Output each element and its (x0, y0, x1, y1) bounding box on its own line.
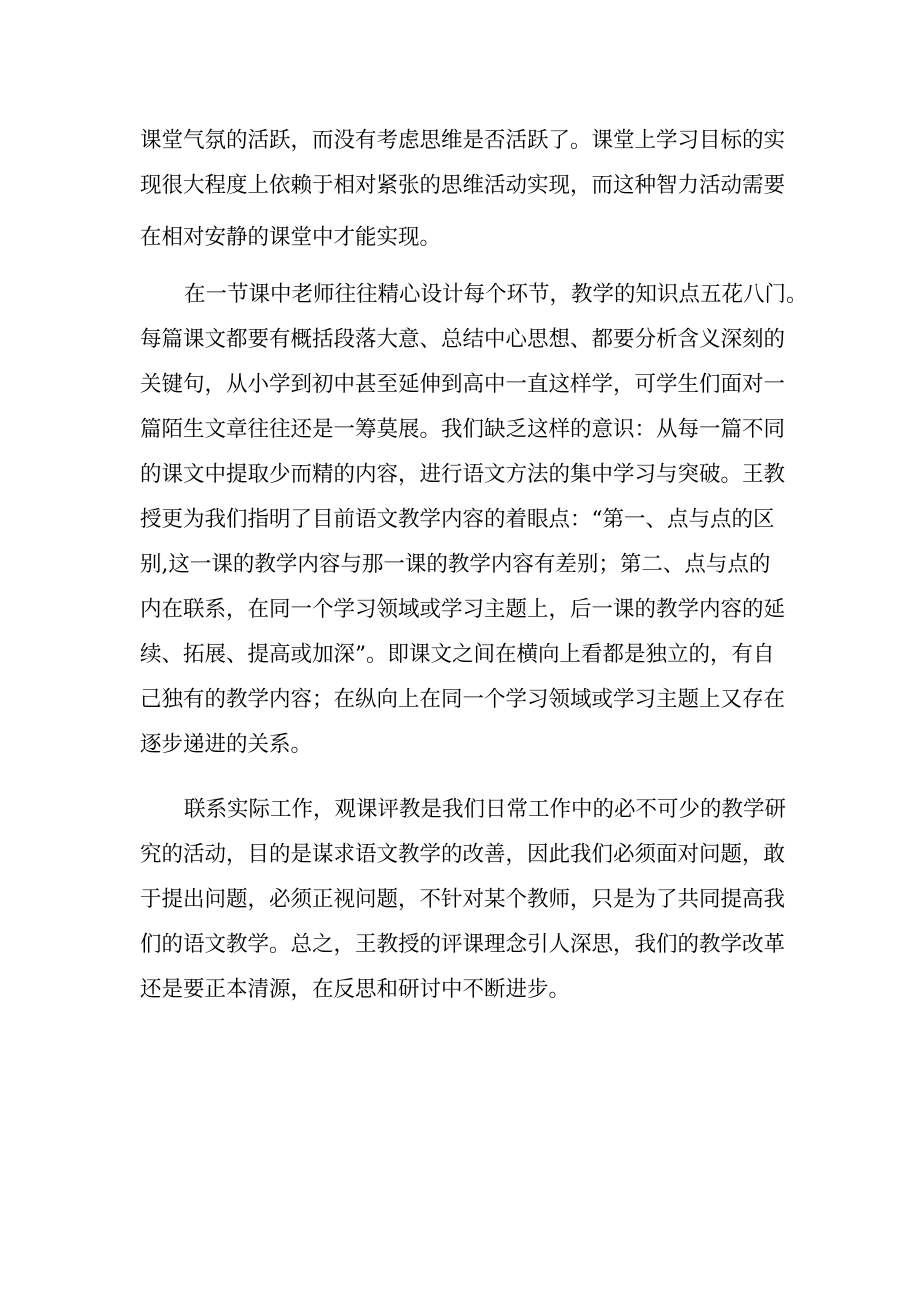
paragraph-line: 在一节课中老师往往精心设计每个环节，教学的知识点五花八门。 (184, 282, 808, 307)
paragraph-line: 己独有的教学内容；在纵向上在同一个学习领域或学习主题上又存在 (140, 687, 786, 712)
paragraph-line: 现很大程度上依赖于相对紧张的思维活动实现，而这种智力活动需要 (140, 173, 786, 198)
paragraph-line: 的课文中提取少而精的内容，进行语文方法的集中学习与突破。王教 (140, 462, 786, 487)
paragraph-line: 关键句，从小学到初中甚至延伸到高中一直这样学，可学生们面对一 (140, 372, 786, 397)
paragraph-line: 联系实际工作，观课评教是我们日常工作中的必不可少的教学研 (184, 797, 787, 822)
paragraph-2 (140, 272, 808, 767)
paragraph-line: 于提出问题，必须正视问题，不针对某个教师，只是为了共同提高我 (140, 887, 786, 912)
paragraph-line: 篇陌生文章往往还是一筹莫展。我们缺乏这样的意识：从每一篇不同 (140, 417, 786, 442)
paragraph-line: 逐步递进的关系。 (140, 732, 313, 757)
paragraph-line: 内在联系，在同一个学习领域或学习主题上，后一课的教学内容的延 (140, 597, 786, 622)
paragraph-line: 续、拓展、提高或加深”。即课文之间在横向上看都是独立的，有自 (140, 642, 775, 667)
paragraph-line: 别,这一课的教学内容与那一课的教学内容有差别；第二、点与点的 (140, 552, 771, 577)
paragraph-line: 授更为我们指明了目前语文教学内容的着眼点：“第一、点与点的区 (140, 507, 775, 532)
paragraph-line: 在相对安静的课堂中才能实现。 (140, 225, 442, 250)
paragraph-line: 每篇课文都要有概括段落大意、总结中心思想、都要分析含义深刻的 (140, 327, 786, 352)
paragraph-line: 课堂气氛的活跃，而没有考虑思维是否活跃了。课堂上学习目标的实 (140, 128, 786, 153)
paragraph-line: 们的语文教学。总之，王教授的评课理念引人深思，我们的教学改革 (140, 932, 786, 957)
paragraph-3 (140, 787, 800, 1012)
paragraph-1 (140, 118, 800, 260)
paragraph-line: 还是要正本清源，在反思和研讨中不断进步。 (140, 977, 571, 1002)
paragraph-line: 究的活动，目的是谋求语文教学的改善，因此我们必须面对问题，敢 (140, 842, 786, 867)
